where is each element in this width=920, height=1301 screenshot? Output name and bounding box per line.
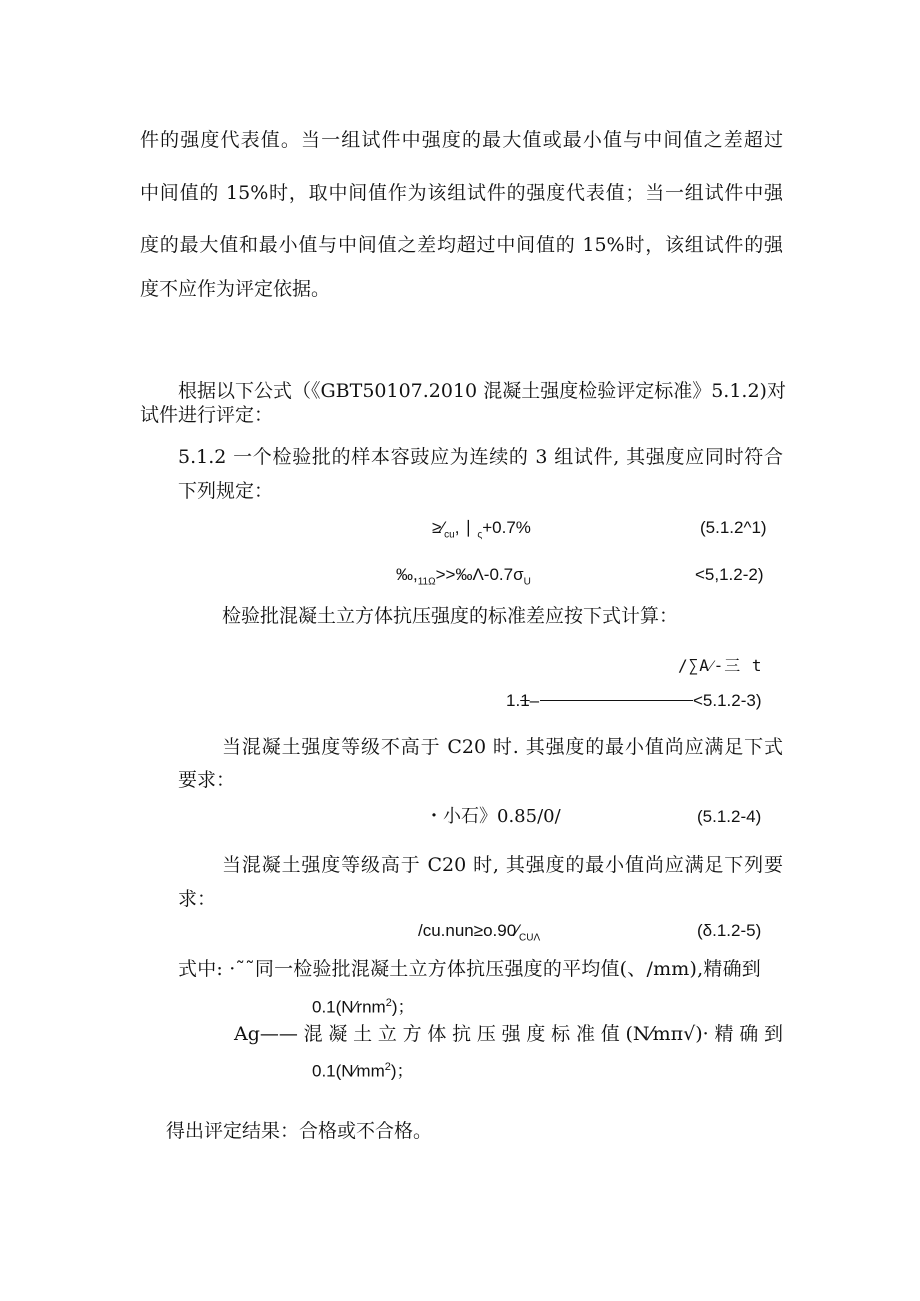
equation-2: $‰,_{11\Omega}>>‰\Lambda-0.7\sigma_U$: [396, 565, 531, 588]
definition-mean-precision: 0.1(N⁄rnm$^2$)；: [312, 997, 415, 1017]
equation-5: $/cu.nun\ge o.90⁄_{CU\Lambda}$: [418, 921, 541, 944]
definition-std-value: Ag——混凝土立方体抗压强度标准值(N⁄mπ√)·精确到: [234, 1023, 783, 1045]
c20-low-line-2: 要求：: [178, 769, 236, 791]
equation-4-number: (5.1.2-4): [697, 807, 762, 826]
equation-4: ・小石》0.85/0/: [425, 806, 561, 827]
equation-2-number: <5,1.2-2): [695, 565, 764, 584]
para2-line-1: 根据以下公式（《GBT50107.2010 混凝土强度检验评定标准》5.1.2)对: [178, 380, 786, 402]
para1-line-4: 度不应作为评定依据。: [140, 278, 331, 300]
para2-line-2: 试件进行评定：: [140, 404, 274, 426]
clause-line-2: 下列规定：: [178, 480, 274, 502]
conclusion: 得出评定结果：合格或不合格。: [166, 1120, 433, 1142]
c20-high-line-1: 当混凝土强度等级高于 C20 时, 其强度的最小值尚应满足下列要: [222, 854, 783, 876]
equation-1-number: (5.1.2^1): [700, 518, 767, 537]
equation-3-lhs: 1.1–: [506, 691, 540, 710]
definition-std-precision: $0.1(N⁄mm^2)$；: [312, 1061, 414, 1081]
equation-3-fraction-rule: [540, 700, 693, 701]
para1-line-2: 中间值的 15%时，取中间值作为该组试件的强度代表值；当一组试件中强: [140, 182, 783, 204]
std-dev-intro: 检验批混凝土立方体抗压强度的标准差应按下式计算：: [222, 605, 679, 627]
equation-3-numerator: /∑A⁄-三 t: [678, 656, 763, 675]
equation-1: $\ge⁄_{cu}$, ∣ $_\varsigma$+0.7%: [432, 518, 531, 541]
para1-line-3: 度的最大值和最小值与中间值之差均超过中间值的 15%时，该组试件的强: [140, 234, 783, 256]
para1-line-1: 件的强度代表值。当一组试件中强度的最大值或最小值与中间值之差超过: [140, 129, 783, 151]
c20-high-line-2: 求：: [178, 888, 217, 910]
clause-line-1: 5.1.2 一个检验批的样本容豉应为连续的 3 组试件, 其强度应同时符合: [178, 446, 783, 468]
equation-3-number: <5.1.2-3): [693, 691, 762, 710]
definition-mean: 式中: ·˜˜同一检验批混凝土立方体抗压强度的平均值(、/mm),精确到: [178, 958, 761, 980]
c20-low-line-1: 当混凝土强度等级不高于 C20 时. 其强度的最小值尚应满足下式: [222, 736, 783, 758]
equation-5-number: (δ.1.2-5): [697, 921, 762, 940]
